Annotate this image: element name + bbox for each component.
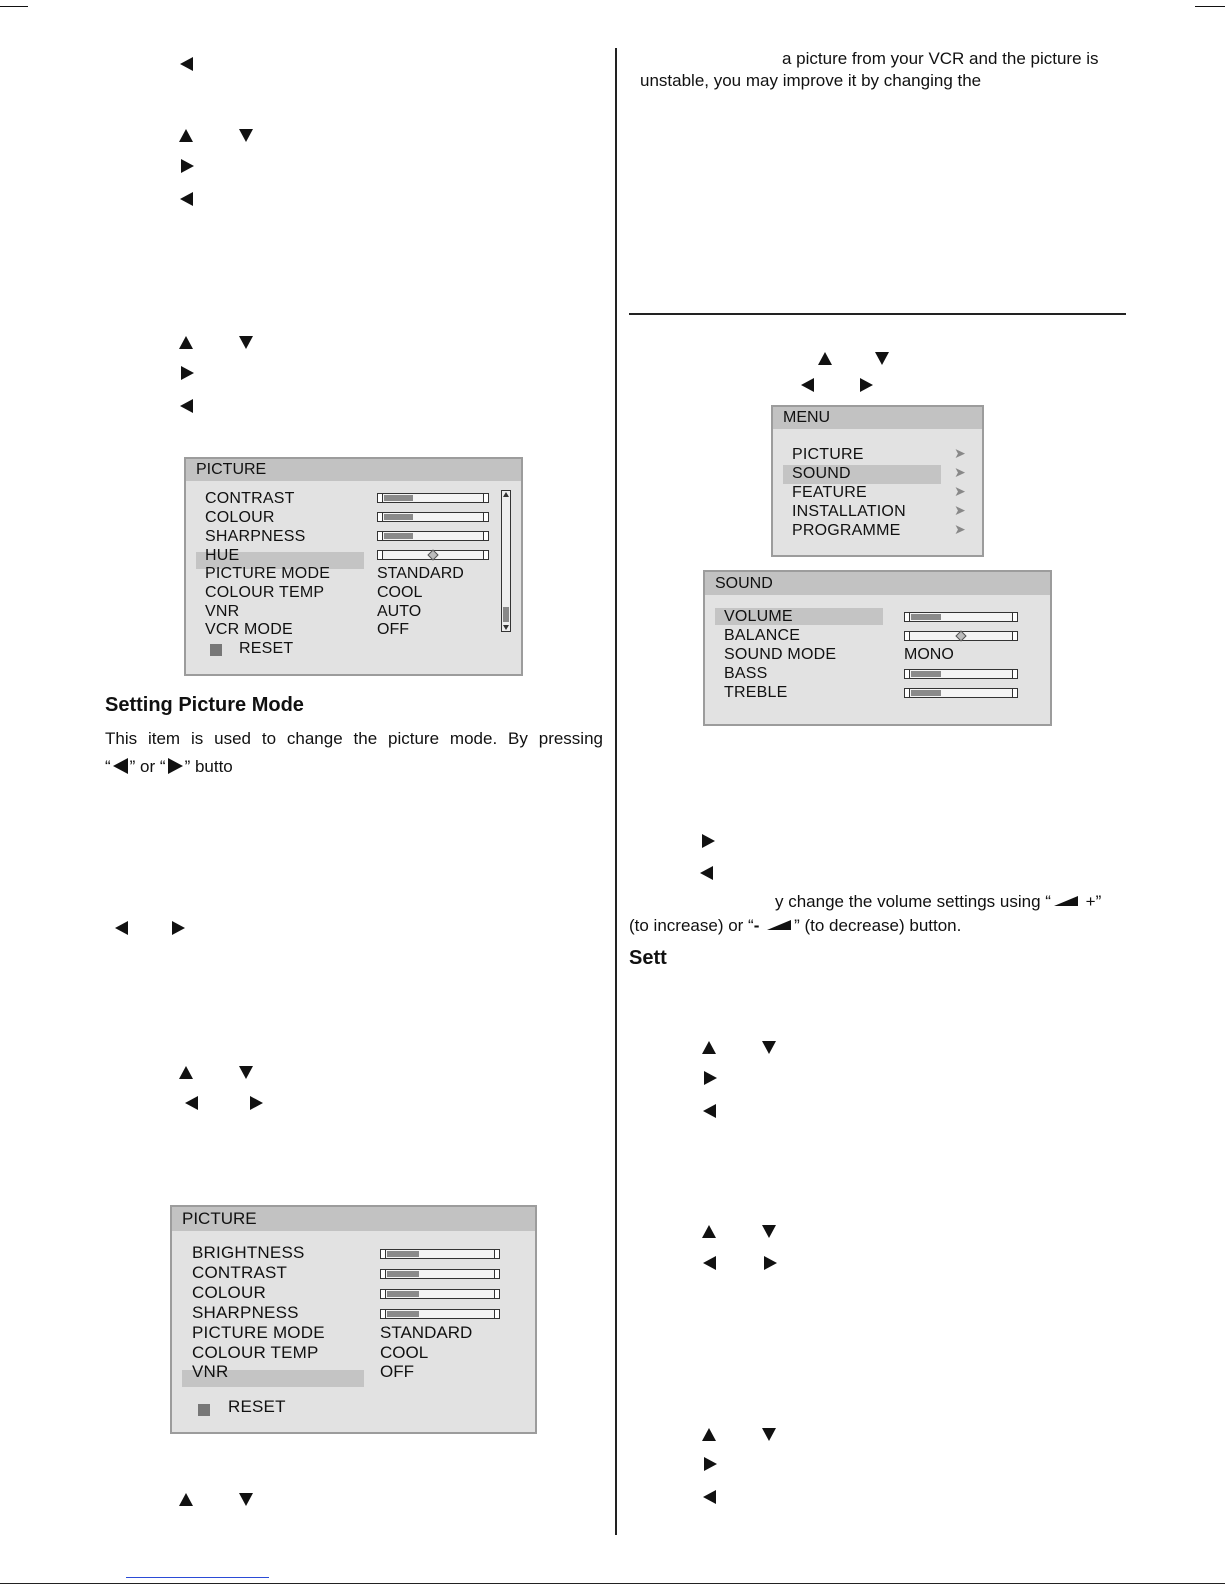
reset-square-icon: [210, 644, 222, 656]
menu-scrollbar[interactable]: [501, 490, 511, 632]
right-arrow-icon: [764, 1256, 777, 1270]
colour-temp-value: COOL: [377, 584, 423, 601]
balance-slider[interactable]: [904, 631, 1018, 641]
sound-menu: [703, 570, 1052, 726]
down-arrow-icon: [239, 129, 253, 142]
menu-item-vnr[interactable]: VNR: [192, 1362, 229, 1381]
left-arrow-icon: [180, 192, 193, 206]
left-arrow-icon: [700, 866, 713, 880]
left-arrow-icon: [185, 1096, 198, 1110]
picture-mode-value: STANDARD: [380, 1323, 473, 1342]
volume-text-c: (to increase) or “: [629, 916, 754, 935]
right-arrow-icon: [702, 834, 715, 848]
menu-item-bass[interactable]: BASS: [724, 665, 768, 682]
volume-icon: [1054, 896, 1078, 906]
trim-mark-left: [0, 6, 28, 7]
main-menu: [771, 405, 984, 557]
main-menu-title: MENU: [773, 407, 982, 429]
minus-sign: -: [753, 916, 765, 935]
menu-item-vnr[interactable]: VNR: [205, 603, 240, 620]
contrast-slider[interactable]: [380, 1269, 500, 1279]
scroll-up-icon[interactable]: [503, 492, 509, 497]
colour-slider[interactable]: [377, 512, 489, 522]
down-arrow-icon: [762, 1225, 776, 1238]
down-arrow-icon: [239, 1066, 253, 1079]
right-arrow-icon: [704, 1071, 717, 1085]
reset-item[interactable]: RESET: [228, 1397, 286, 1416]
section-heading-sett: Sett: [629, 947, 667, 969]
right-arrow-icon: [860, 378, 873, 392]
reset-square-icon: [198, 1404, 210, 1416]
volume-paragraph-line1: [775, 892, 1101, 912]
menu-item-contrast[interactable]: CONTRAST: [192, 1263, 288, 1282]
menu-item-colour-temp[interactable]: COLOUR TEMP: [192, 1343, 319, 1362]
down-arrow-icon: [239, 1493, 253, 1506]
footer-rule: [0, 1583, 1225, 1584]
menu-item-colour-temp[interactable]: COLOUR TEMP: [205, 584, 325, 601]
left-arrow-icon: [180, 399, 193, 413]
menu-item-hue[interactable]: HUE: [205, 547, 240, 564]
trim-mark-right: [1195, 6, 1225, 7]
reset-item[interactable]: RESET: [239, 640, 294, 657]
colour-slider[interactable]: [380, 1289, 500, 1299]
section-rule: [629, 313, 1126, 315]
submenu-arrow-icon: ➤: [954, 445, 966, 461]
menu-item-picture-mode[interactable]: PICTURE MODE: [205, 565, 331, 582]
left-arrow-icon: [703, 1104, 716, 1118]
footer-link-underline: [126, 1577, 269, 1578]
up-arrow-icon: [702, 1041, 716, 1054]
right-arrow-icon: [168, 758, 183, 774]
sharpness-slider[interactable]: [377, 531, 489, 541]
menu-item-sharpness[interactable]: SHARPNESS: [192, 1303, 299, 1322]
bass-slider[interactable]: [904, 669, 1018, 679]
menu-item-contrast[interactable]: CONTRAST: [205, 490, 295, 507]
vnr-value: OFF: [380, 1362, 414, 1381]
right-arrow-icon: [250, 1096, 263, 1110]
left-arrow-icon: [180, 57, 193, 71]
picture-menu-1-title: PICTURE: [186, 459, 521, 481]
picture-mode-paragraph-line1: This item is used to change the picture mode. By pressing: [105, 729, 603, 748]
colour-temp-value: COOL: [380, 1343, 429, 1362]
left-arrow-icon: [113, 758, 128, 774]
volume-icon: [767, 920, 791, 930]
section-heading-picture-mode: Setting Picture Mode: [105, 694, 304, 716]
up-arrow-icon: [179, 336, 193, 349]
picture-mode-paragraph-line2: [105, 757, 233, 777]
down-arrow-icon: [875, 352, 889, 365]
down-arrow-icon: [762, 1041, 776, 1054]
right-arrow-icon: [172, 921, 185, 935]
sound-mode-value: MONO: [904, 646, 954, 663]
scroll-down-icon[interactable]: [503, 625, 509, 630]
submenu-arrow-icon: ➤: [954, 464, 966, 480]
quote-open: “: [105, 757, 111, 776]
volume-text-b: +”: [1080, 892, 1102, 911]
vcr-paragraph-line1: a picture from your VCR and the picture is: [782, 49, 1099, 68]
menu-item-vcr-mode[interactable]: VCR MODE: [205, 621, 293, 638]
volume-slider[interactable]: [904, 612, 1018, 622]
menu-item-feature[interactable]: FEATURE: [792, 484, 867, 501]
left-arrow-icon: [703, 1256, 716, 1270]
left-arrow-icon: [703, 1490, 716, 1504]
up-arrow-icon: [702, 1428, 716, 1441]
menu-item-sound[interactable]: SOUND: [792, 465, 851, 482]
menu-item-sound-mode[interactable]: SOUND MODE: [724, 646, 837, 663]
submenu-arrow-icon: ➤: [954, 521, 966, 537]
contrast-slider[interactable]: [377, 493, 489, 503]
menu-item-colour[interactable]: COLOUR: [205, 509, 275, 526]
scroll-thumb[interactable]: [503, 607, 509, 622]
paragraph-tail: ” butto: [184, 757, 233, 776]
vcr-paragraph-line2: unstable, you may improve it by changing the: [640, 71, 982, 90]
up-arrow-icon: [702, 1225, 716, 1238]
treble-slider[interactable]: [904, 688, 1018, 698]
down-arrow-icon: [762, 1428, 776, 1441]
volume-text-d: ” (to decrease) button.: [794, 916, 962, 935]
menu-item-balance[interactable]: BALANCE: [724, 627, 801, 644]
menu-item-programme[interactable]: PROGRAMME: [792, 522, 901, 539]
up-arrow-icon: [179, 1066, 193, 1079]
sharpness-slider[interactable]: [380, 1309, 500, 1319]
column-divider: [615, 48, 617, 1535]
right-arrow-icon: [181, 366, 194, 380]
menu-item-treble[interactable]: TREBLE: [724, 684, 788, 701]
submenu-arrow-icon: ➤: [954, 502, 966, 518]
menu-item-volume[interactable]: VOLUME: [724, 608, 793, 625]
right-arrow-icon: [181, 159, 194, 173]
picture-menu-2: [170, 1205, 537, 1434]
picture-mode-value: STANDARD: [377, 565, 464, 582]
volume-paragraph-line2: [629, 916, 961, 936]
menu-item-colour[interactable]: COLOUR: [192, 1283, 266, 1302]
picture-menu-1: [184, 457, 523, 676]
menu-item-installation[interactable]: INSTALLATION: [792, 503, 906, 520]
volume-text-a: y change the volume settings using “: [775, 892, 1051, 911]
menu-item-sharpness[interactable]: SHARPNESS: [205, 528, 306, 545]
or-text: ” or “: [129, 757, 166, 776]
left-arrow-icon: [801, 378, 814, 392]
hue-slider[interactable]: [377, 550, 489, 560]
left-arrow-icon: [115, 921, 128, 935]
right-arrow-icon: [704, 1457, 717, 1471]
up-arrow-icon: [818, 352, 832, 365]
menu-item-picture-mode[interactable]: PICTURE MODE: [192, 1323, 325, 1342]
vnr-value: AUTO: [377, 603, 422, 620]
sound-menu-title: SOUND: [705, 572, 1050, 595]
up-arrow-icon: [179, 1493, 193, 1506]
vcr-mode-value: OFF: [377, 621, 409, 638]
down-arrow-icon: [239, 336, 253, 349]
menu-item-picture[interactable]: PICTURE: [792, 446, 864, 463]
picture-menu-2-title: PICTURE: [172, 1207, 535, 1231]
menu-item-brightness[interactable]: BRIGHTNESS: [192, 1243, 305, 1262]
brightness-slider[interactable]: [380, 1249, 500, 1259]
submenu-arrow-icon: ➤: [954, 483, 966, 499]
up-arrow-icon: [179, 129, 193, 142]
